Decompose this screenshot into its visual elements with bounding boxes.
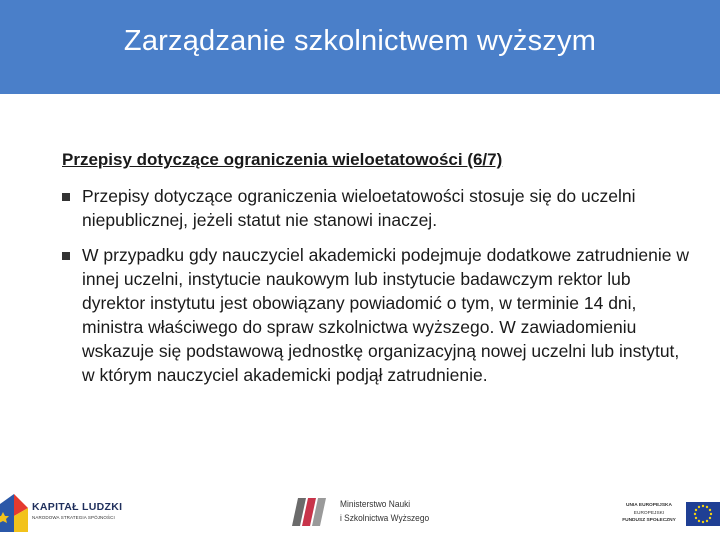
kapital-ludzki-logo [0, 494, 125, 534]
eu-logo [616, 500, 720, 530]
slide-title: Zarządzanie szkolnictwem wyższym [123, 24, 597, 57]
eu-line-3: FUNDUSZ SPOŁECZNY [622, 518, 676, 523]
ministry-line-1: Ministerstwo Nauki [340, 499, 411, 510]
kapital-ludzki-title: KAPITAŁ LUDZKI [32, 501, 123, 513]
bullet-text: Przepisy dotyczące ograniczenia wieloetatowości stosuje się do uczelni niepublicznej, jeżeli statut nie stanowi inaczej. [82, 186, 636, 230]
bullet-square-icon [62, 193, 70, 201]
ministry-line-2: i Szkolnictwa Wyższego [340, 513, 430, 524]
ministry-icon [292, 498, 328, 526]
bullet-item [62, 243, 692, 387]
section-subtitle: Przepisy dotyczące ograniczenia wieloetatowości (6/7) [62, 150, 503, 169]
footer-logos [0, 488, 720, 540]
ministry-logo [292, 496, 442, 536]
bullet-item [62, 184, 692, 232]
eu-line-2: EUROPEJSKI [633, 511, 665, 516]
eu-flag-icon [686, 502, 720, 526]
bullet-square-icon [62, 252, 70, 260]
kapital-ludzki-icon [0, 494, 28, 532]
slide-header [0, 0, 720, 94]
bullet-text: W przypadku gdy nauczyciel akademicki podejmuje dodatkowe zatrudnienie w innej uczelni, instytucie naukowym lub instytucie badawczym rektor lub dyrektor instytutu jest obowiązany powiadomić o tym, w terminie 14 dni, ministra właściwego do spraw szkolnictwa wyższego. W zawiadomieniu wskazuje się podstawową jednostkę organizacyjną nowej uczelni lub instytut, w którym nauczyciel akademicki podjął zatrudnienie. [82, 245, 689, 385]
kapital-ludzki-subtitle: NARODOWA STRATEGIA SPÓJNOŚCI [32, 515, 115, 520]
slide-content [62, 150, 692, 398]
eu-line-1: UNIA EUROPEJSKA [626, 503, 672, 508]
